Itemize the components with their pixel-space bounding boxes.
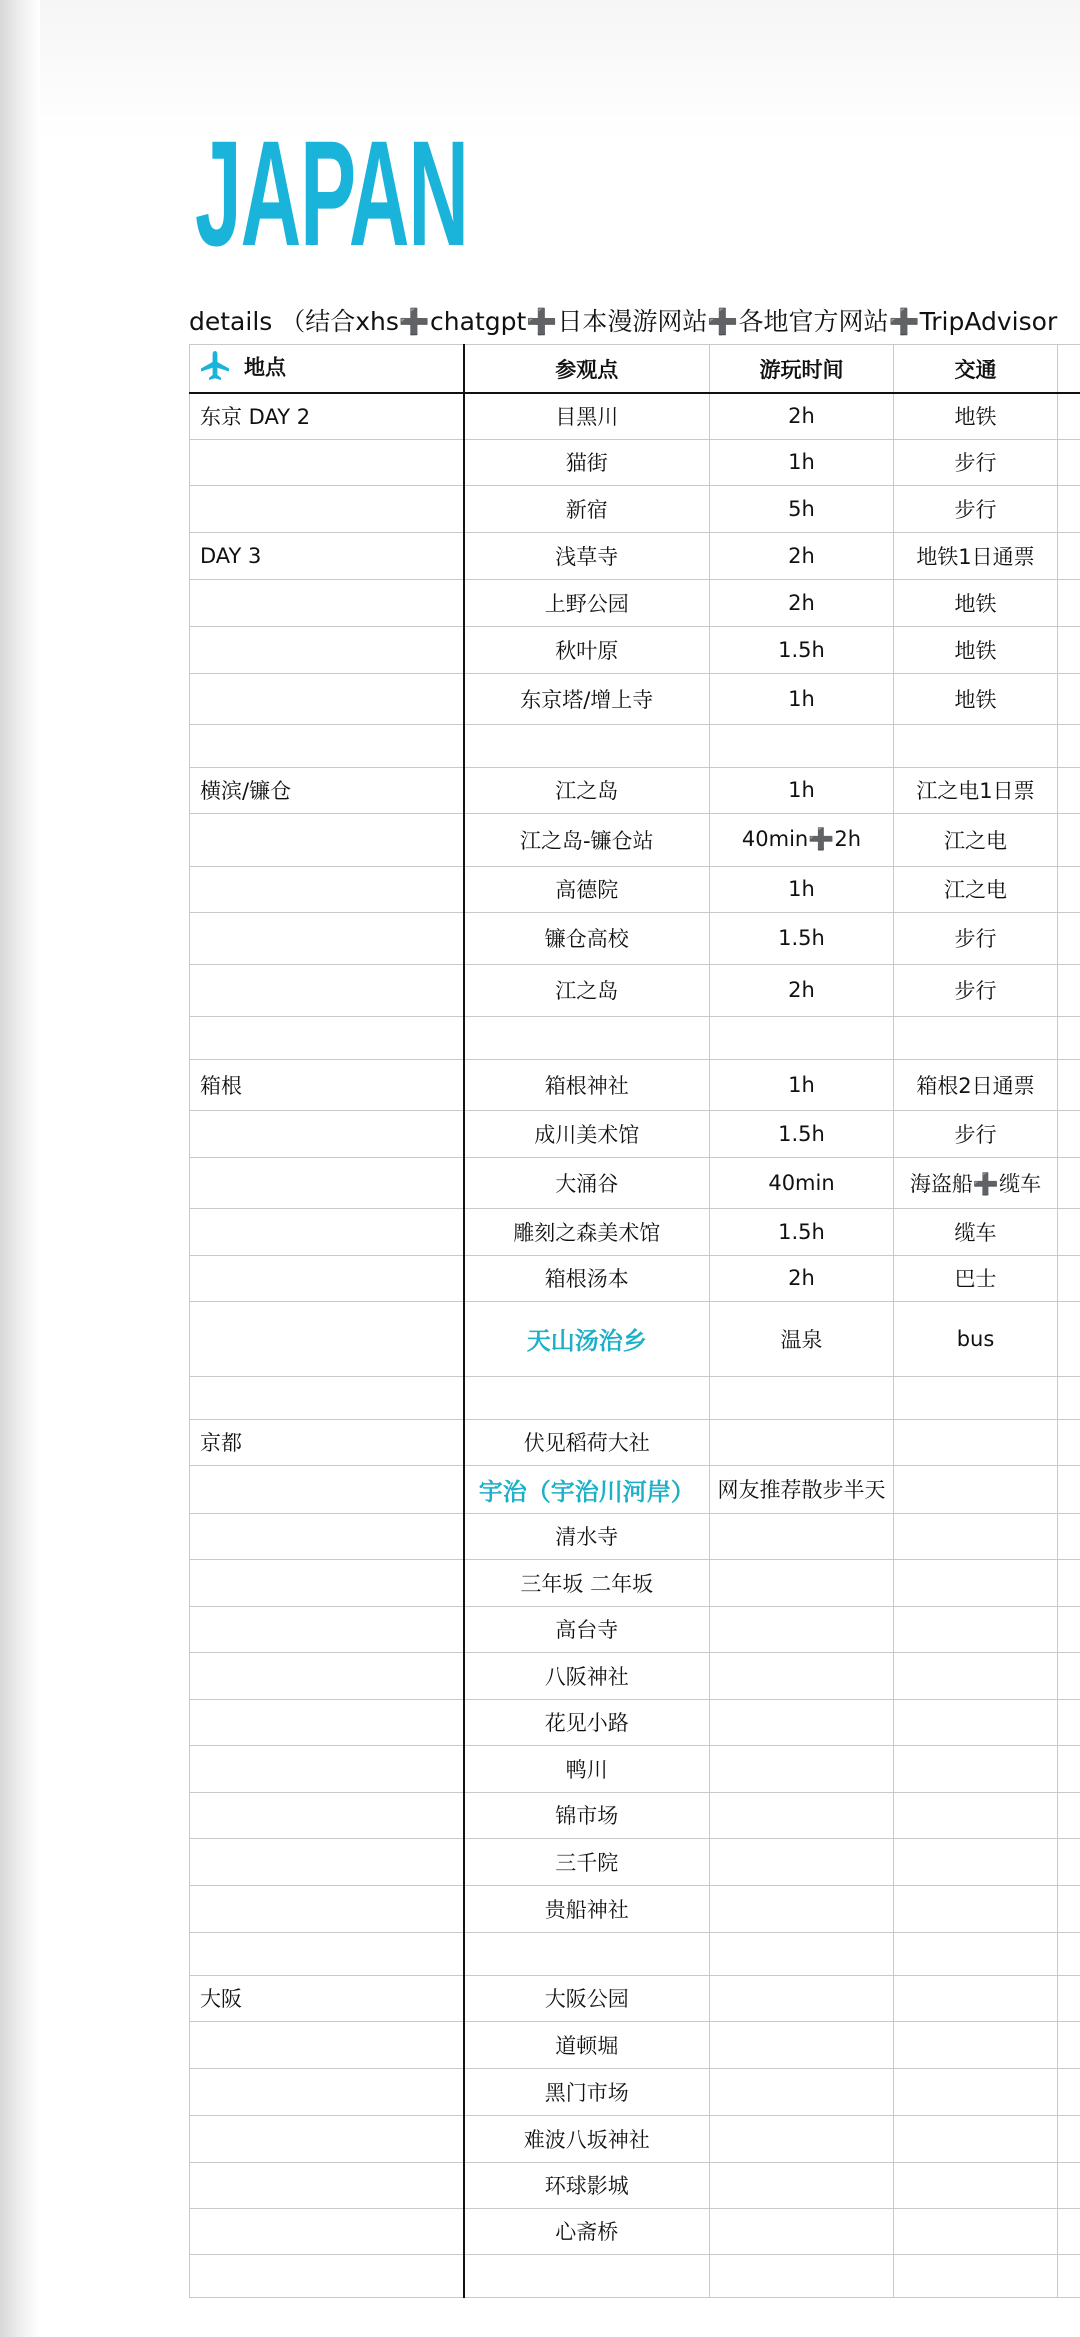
duration-cell: 1.5h: [710, 626, 894, 673]
spot-cell: 箱根神社: [464, 1059, 710, 1110]
itinerary-table: [189, 344, 1080, 2298]
extra-cell: [1058, 532, 1080, 579]
transport-cell: 江之电1日票: [894, 767, 1058, 813]
spot-cell: 猫街: [464, 439, 710, 485]
table-row: [190, 1932, 1080, 1975]
location-cell: [190, 1016, 464, 1059]
spot-cell: 江之岛-镰仓站: [464, 813, 710, 866]
table-row: [190, 767, 1080, 813]
location-cell: DAY 3: [190, 532, 464, 579]
location-cell: [190, 1301, 464, 1376]
spot-cell: 鸭川: [464, 1745, 710, 1792]
table-row: [190, 1016, 1080, 1059]
table-row: [190, 1885, 1080, 1932]
location-cell: [190, 673, 464, 724]
transport-cell: [894, 1016, 1058, 1059]
duration-cell: [710, 1559, 894, 1606]
extra-cell: [1058, 724, 1080, 767]
spot-cell: 江之岛: [464, 964, 710, 1016]
table-row: [190, 673, 1080, 724]
location-cell: 横滨/镰仓: [190, 767, 464, 813]
transport-cell: 缆车: [894, 1208, 1058, 1255]
location-cell: [190, 1157, 464, 1208]
location-cell: [190, 1885, 464, 1932]
location-cell: [190, 1792, 464, 1838]
spot-cell: 环球影城: [464, 2162, 710, 2208]
location-cell: 东京 DAY 2: [190, 393, 464, 439]
spot-cell: 黑门市场: [464, 2068, 710, 2115]
header-transport: 交通: [894, 345, 1058, 394]
table-row: [190, 1465, 1080, 1513]
duration-cell: [710, 1932, 894, 1975]
document-page: [40, 0, 1080, 2337]
header-location: [190, 345, 464, 394]
transport-cell: 步行: [894, 439, 1058, 485]
spot-cell: [464, 1016, 710, 1059]
table-header-row: [190, 345, 1080, 394]
table-row: [190, 1652, 1080, 1699]
duration-cell: [710, 2021, 894, 2068]
location-cell: 大阪: [190, 1975, 464, 2021]
duration-cell: 1.5h: [710, 912, 894, 964]
extra-cell: [1058, 1885, 1080, 1932]
extra-cell: [1058, 964, 1080, 1016]
header-extra: [1058, 345, 1080, 394]
table-row: [190, 1208, 1080, 1255]
table-row: [190, 1255, 1080, 1301]
duration-cell: 1h: [710, 1059, 894, 1110]
table-row: [190, 2208, 1080, 2254]
spot-cell: 新宿: [464, 485, 710, 532]
spot-cell: [464, 1932, 710, 1975]
table-row: [190, 1606, 1080, 1652]
transport-cell: [894, 1559, 1058, 1606]
extra-cell: [1058, 1301, 1080, 1376]
duration-cell: [710, 1699, 894, 1745]
transport-cell: [894, 2068, 1058, 2115]
spot-cell: 三千院: [464, 1838, 710, 1885]
duration-cell: [710, 1838, 894, 1885]
extra-cell: [1058, 1975, 1080, 2021]
spot-cell: 高德院: [464, 866, 710, 912]
spot-cell: 秋叶原: [464, 626, 710, 673]
extra-cell: [1058, 579, 1080, 626]
spot-cell: 大涌谷: [464, 1157, 710, 1208]
location-cell: [190, 485, 464, 532]
japan-logo: JAPAN: [195, 109, 468, 277]
extra-cell: [1058, 439, 1080, 485]
spot-cell: 伏见稻荷大社: [464, 1419, 710, 1465]
table-row: [190, 1838, 1080, 1885]
duration-cell: 2h: [710, 393, 894, 439]
duration-cell: 1h: [710, 767, 894, 813]
header-location-label: 地点: [244, 355, 286, 380]
location-cell: [190, 1513, 464, 1559]
table-row: [190, 866, 1080, 912]
table-row: [190, 485, 1080, 532]
transport-cell: [894, 2254, 1058, 2297]
location-cell: [190, 2021, 464, 2068]
location-cell: [190, 1838, 464, 1885]
duration-cell: [710, 1652, 894, 1699]
extra-cell: [1058, 1157, 1080, 1208]
spot-cell: 上野公园: [464, 579, 710, 626]
header-spot: 参观点: [464, 345, 710, 394]
duration-cell: [710, 1376, 894, 1419]
location-cell: [190, 2208, 464, 2254]
extra-cell: [1058, 1376, 1080, 1419]
duration-cell: 2h: [710, 532, 894, 579]
location-cell: [190, 1255, 464, 1301]
extra-cell: [1058, 2021, 1080, 2068]
duration-cell: 40min: [710, 1157, 894, 1208]
transport-cell: 江之电: [894, 866, 1058, 912]
location-cell: [190, 964, 464, 1016]
spot-cell: 八阪神社: [464, 1652, 710, 1699]
duration-cell: [710, 1745, 894, 1792]
table-row: [190, 1975, 1080, 2021]
table-row: [190, 626, 1080, 673]
extra-cell: [1058, 1419, 1080, 1465]
duration-cell: 1.5h: [710, 1208, 894, 1255]
duration-cell: 温泉: [710, 1301, 894, 1376]
location-cell: [190, 724, 464, 767]
spot-cell: 江之岛: [464, 767, 710, 813]
extra-cell: [1058, 1699, 1080, 1745]
location-cell: [190, 1208, 464, 1255]
transport-cell: 地铁: [894, 626, 1058, 673]
transport-cell: [894, 2208, 1058, 2254]
duration-cell: 网友推荐散步半天: [710, 1465, 894, 1513]
location-cell: [190, 1465, 464, 1513]
spot-cell: 东京塔/增上寺: [464, 673, 710, 724]
extra-cell: [1058, 1255, 1080, 1301]
location-cell: [190, 2068, 464, 2115]
duration-cell: 2h: [710, 964, 894, 1016]
table-row: [190, 1157, 1080, 1208]
table-row: [190, 1376, 1080, 1419]
spot-cell: 宇治（宇治川河岸）: [464, 1465, 710, 1513]
duration-cell: 1.5h: [710, 1110, 894, 1157]
spot-cell: 箱根汤本: [464, 1255, 710, 1301]
airplane-icon: [198, 349, 232, 388]
location-cell: [190, 1932, 464, 1975]
table-row: [190, 1559, 1080, 1606]
transport-cell: [894, 2115, 1058, 2162]
extra-cell: [1058, 2208, 1080, 2254]
location-cell: [190, 2254, 464, 2297]
spot-cell: 天山汤治乡: [464, 1301, 710, 1376]
spot-cell: 高台寺: [464, 1606, 710, 1652]
transport-cell: [894, 1699, 1058, 1745]
extra-cell: [1058, 626, 1080, 673]
extra-cell: [1058, 1513, 1080, 1559]
table-row: [190, 1792, 1080, 1838]
duration-cell: [710, 1513, 894, 1559]
spot-cell: 三年坂 二年坂: [464, 1559, 710, 1606]
extra-cell: [1058, 1606, 1080, 1652]
spot-cell: [464, 2254, 710, 2297]
location-cell: [190, 866, 464, 912]
table-row: [190, 724, 1080, 767]
extra-cell: [1058, 2115, 1080, 2162]
duration-cell: [710, 1419, 894, 1465]
duration-cell: 2h: [710, 579, 894, 626]
transport-cell: 步行: [894, 964, 1058, 1016]
transport-cell: [894, 1932, 1058, 1975]
extra-cell: [1058, 673, 1080, 724]
location-cell: [190, 1745, 464, 1792]
table-row: [190, 2068, 1080, 2115]
location-cell: [190, 439, 464, 485]
extra-cell: [1058, 1932, 1080, 1975]
table-row: [190, 2162, 1080, 2208]
table-row: [190, 1059, 1080, 1110]
extra-cell: [1058, 1559, 1080, 1606]
table-row: [190, 579, 1080, 626]
extra-cell: [1058, 1745, 1080, 1792]
duration-cell: [710, 1016, 894, 1059]
table-row: [190, 964, 1080, 1016]
location-cell: [190, 2162, 464, 2208]
transport-cell: 地铁: [894, 393, 1058, 439]
transport-cell: [894, 1792, 1058, 1838]
transport-cell: 巴士: [894, 1255, 1058, 1301]
duration-cell: [710, 2115, 894, 2162]
transport-cell: [894, 1885, 1058, 1932]
spot-cell: 贵船神社: [464, 1885, 710, 1932]
table-row: [190, 1419, 1080, 1465]
location-cell: [190, 1652, 464, 1699]
location-cell: [190, 912, 464, 964]
location-cell: [190, 813, 464, 866]
table-row: [190, 2115, 1080, 2162]
table-row: [190, 1110, 1080, 1157]
transport-cell: 地铁: [894, 579, 1058, 626]
table-row: [190, 912, 1080, 964]
duration-cell: [710, 1975, 894, 2021]
extra-cell: [1058, 2068, 1080, 2115]
table-row: [190, 813, 1080, 866]
extra-cell: [1058, 1016, 1080, 1059]
duration-cell: 1h: [710, 673, 894, 724]
location-cell: [190, 1606, 464, 1652]
transport-cell: [894, 1652, 1058, 1699]
duration-cell: [710, 2162, 894, 2208]
transport-cell: 步行: [894, 1110, 1058, 1157]
duration-cell: 40min➕2h: [710, 813, 894, 866]
location-cell: [190, 1110, 464, 1157]
duration-cell: 5h: [710, 485, 894, 532]
table-row: [190, 1699, 1080, 1745]
transport-cell: 地铁1日通票: [894, 532, 1058, 579]
duration-cell: [710, 2254, 894, 2297]
extra-cell: [1058, 1652, 1080, 1699]
extra-cell: [1058, 813, 1080, 866]
duration-cell: 2h: [710, 1255, 894, 1301]
spot-cell: 成川美术馆: [464, 1110, 710, 1157]
table-row: [190, 393, 1080, 439]
extra-cell: [1058, 912, 1080, 964]
transport-cell: [894, 1606, 1058, 1652]
location-cell: 箱根: [190, 1059, 464, 1110]
extra-cell: [1058, 1838, 1080, 1885]
transport-cell: [894, 2021, 1058, 2068]
duration-cell: [710, 1792, 894, 1838]
duration-cell: [710, 724, 894, 767]
spot-cell: 道顿堀: [464, 2021, 710, 2068]
transport-cell: 江之电: [894, 813, 1058, 866]
location-cell: [190, 626, 464, 673]
location-cell: 京都: [190, 1419, 464, 1465]
extra-cell: [1058, 1465, 1080, 1513]
spot-cell: 难波八坂神社: [464, 2115, 710, 2162]
transport-cell: [894, 1745, 1058, 1792]
duration-cell: [710, 2068, 894, 2115]
extra-cell: [1058, 866, 1080, 912]
transport-cell: [894, 2162, 1058, 2208]
duration-cell: [710, 1885, 894, 1932]
spot-cell: [464, 1376, 710, 1419]
duration-cell: [710, 2208, 894, 2254]
transport-cell: [894, 1376, 1058, 1419]
transport-cell: 步行: [894, 485, 1058, 532]
extra-cell: [1058, 2254, 1080, 2297]
location-cell: [190, 1376, 464, 1419]
transport-cell: 步行: [894, 912, 1058, 964]
location-cell: [190, 579, 464, 626]
transport-cell: [894, 1513, 1058, 1559]
table-row: [190, 439, 1080, 485]
spot-cell: 花见小路: [464, 1699, 710, 1745]
spot-cell: 目黑川: [464, 393, 710, 439]
extra-cell: [1058, 1792, 1080, 1838]
table-row: [190, 1745, 1080, 1792]
spot-cell: [464, 724, 710, 767]
spot-cell: 雕刻之森美术馆: [464, 1208, 710, 1255]
duration-cell: [710, 1606, 894, 1652]
transport-cell: 海盗船➕缆车: [894, 1157, 1058, 1208]
spot-cell: 浅草寺: [464, 532, 710, 579]
extra-cell: [1058, 1208, 1080, 1255]
table-row: [190, 2254, 1080, 2297]
extra-cell: [1058, 767, 1080, 813]
location-cell: [190, 2115, 464, 2162]
transport-cell: 箱根2日通票: [894, 1059, 1058, 1110]
details-subtitle: details （结合xhs➕chatgpt➕日本漫游网站➕各地官方网站➕TripAdvisor: [189, 307, 1058, 336]
duration-cell: 1h: [710, 439, 894, 485]
table-row: [190, 1301, 1080, 1376]
spot-cell: 镰仓高校: [464, 912, 710, 964]
transport-cell: [894, 1838, 1058, 1885]
table-row: [190, 532, 1080, 579]
table-row: [190, 2021, 1080, 2068]
extra-cell: [1058, 485, 1080, 532]
location-cell: [190, 1699, 464, 1745]
spot-cell: 锦市场: [464, 1792, 710, 1838]
duration-cell: 1h: [710, 866, 894, 912]
transport-cell: 地铁: [894, 673, 1058, 724]
spot-cell: 清水寺: [464, 1513, 710, 1559]
transport-cell: bus: [894, 1301, 1058, 1376]
spot-cell: 心斋桥: [464, 2208, 710, 2254]
header-duration: 游玩时间: [710, 345, 894, 394]
page-edge-shadow: [0, 0, 40, 2337]
transport-cell: [894, 1975, 1058, 2021]
location-cell: [190, 1559, 464, 1606]
spot-cell: 大阪公园: [464, 1975, 710, 2021]
extra-cell: [1058, 2162, 1080, 2208]
table-row: [190, 1513, 1080, 1559]
extra-cell: [1058, 1110, 1080, 1157]
transport-cell: [894, 724, 1058, 767]
transport-cell: [894, 1465, 1058, 1513]
extra-cell: [1058, 393, 1080, 439]
extra-cell: [1058, 1059, 1080, 1110]
transport-cell: [894, 1419, 1058, 1465]
